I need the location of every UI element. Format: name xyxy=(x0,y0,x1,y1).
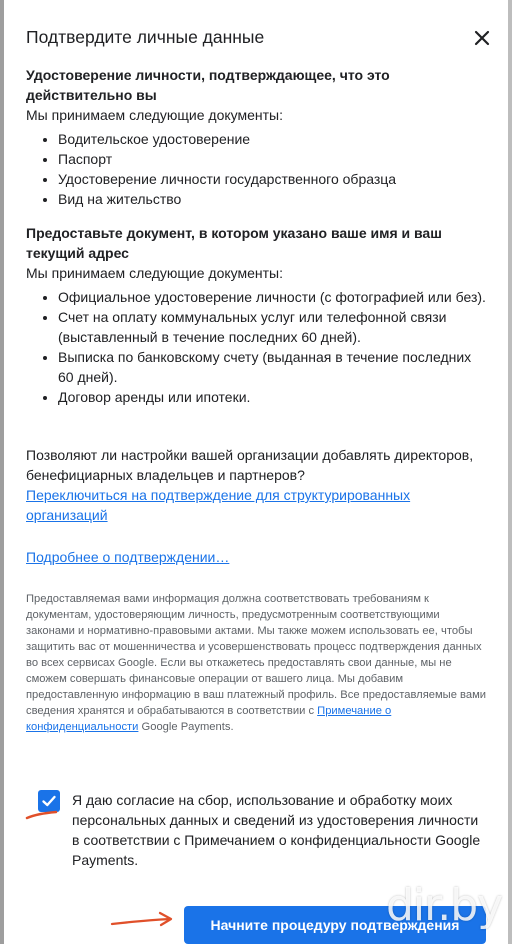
structured-org-link[interactable]: Переключиться на подтверждение для структурированных организаций xyxy=(26,487,411,523)
legal-suffix: Google Payments. xyxy=(138,721,234,733)
organization-question: Позволяют ли настройки вашей организации добавлять директоров, бенефициарных владельцев и партнеров? xyxy=(26,447,474,483)
list-item: • Договор аренды или ипотеки. xyxy=(58,387,486,407)
list-item: • Паспорт xyxy=(58,149,486,169)
list-item: • Удостоверение личности государственного образца xyxy=(58,169,486,189)
start-verification-button[interactable]: Начните процедуру подтверждения xyxy=(184,906,486,944)
document-list xyxy=(26,287,486,407)
address-section xyxy=(26,223,486,407)
consent-label: Я даю согласие на сбор, использование и обработку моих персональных данных и сведений из удостоверения личности в соответствии с Примечанием о конфиденциальности Google Payments. xyxy=(72,792,481,868)
dialog-content xyxy=(26,65,486,735)
list-item: • Счет на оплату коммунальных услуг или телефонной связи (выставленный в течение последних 60 дней). xyxy=(58,307,486,347)
identity-section xyxy=(26,65,486,209)
arrow-annotation xyxy=(108,908,178,930)
legal-notice xyxy=(26,591,486,735)
watermark: dir.by xyxy=(386,880,503,931)
underline-annotation xyxy=(24,806,60,822)
verify-identity-dialog xyxy=(4,0,508,944)
list-item: • Выписка по банковскому счету (выданная в течение последних 60 дней). xyxy=(58,347,486,387)
dialog-title: Подтвердите личные данные xyxy=(26,27,265,47)
section-intro: Мы принимаем следующие документы: xyxy=(26,107,283,123)
list-item: • Вид на жительство xyxy=(58,189,486,209)
section-heading: Удостоверение личности, подтверждающее, что это действительно вы xyxy=(26,67,390,103)
section-heading: Предоставьте документ, в котором указано ваше имя и ваш текущий адрес xyxy=(26,225,442,261)
legal-text: Предоставляемая вами информация должна соответствовать требованиям к документам, удостоверяющим личность, предусмотренным соответствующими законами и нормативно-правовыми актами. Мы также можем использовать ее, чтобы защитить вас от мошенничества и усовершенствовать процесс подтверждения данных во всех сервисах Google. Если вы откажетесь предоставлять свои данные, мы не сможем совершать финансовые операции от вашего лица. Мы добавим предоставленную информацию в ваш платежный профиль. Все предоставляемые вами сведения хранятся и обрабатываются в соответствии с xyxy=(26,593,487,717)
organization-section xyxy=(26,445,486,525)
list-item: • Официальное удостоверение личности (с фотографией или без). xyxy=(58,287,486,307)
close-icon xyxy=(474,30,490,46)
list-item: • Водительское удостоверение xyxy=(58,129,486,149)
section-intro: Мы принимаем следующие документы: xyxy=(26,265,283,281)
close-button[interactable] xyxy=(466,22,498,54)
learn-more-link[interactable]: Подробнее о подтверждении… xyxy=(26,549,230,565)
document-list xyxy=(26,129,486,209)
privacy-notice-link[interactable]: Примечание о конфиденциальности xyxy=(26,705,392,733)
